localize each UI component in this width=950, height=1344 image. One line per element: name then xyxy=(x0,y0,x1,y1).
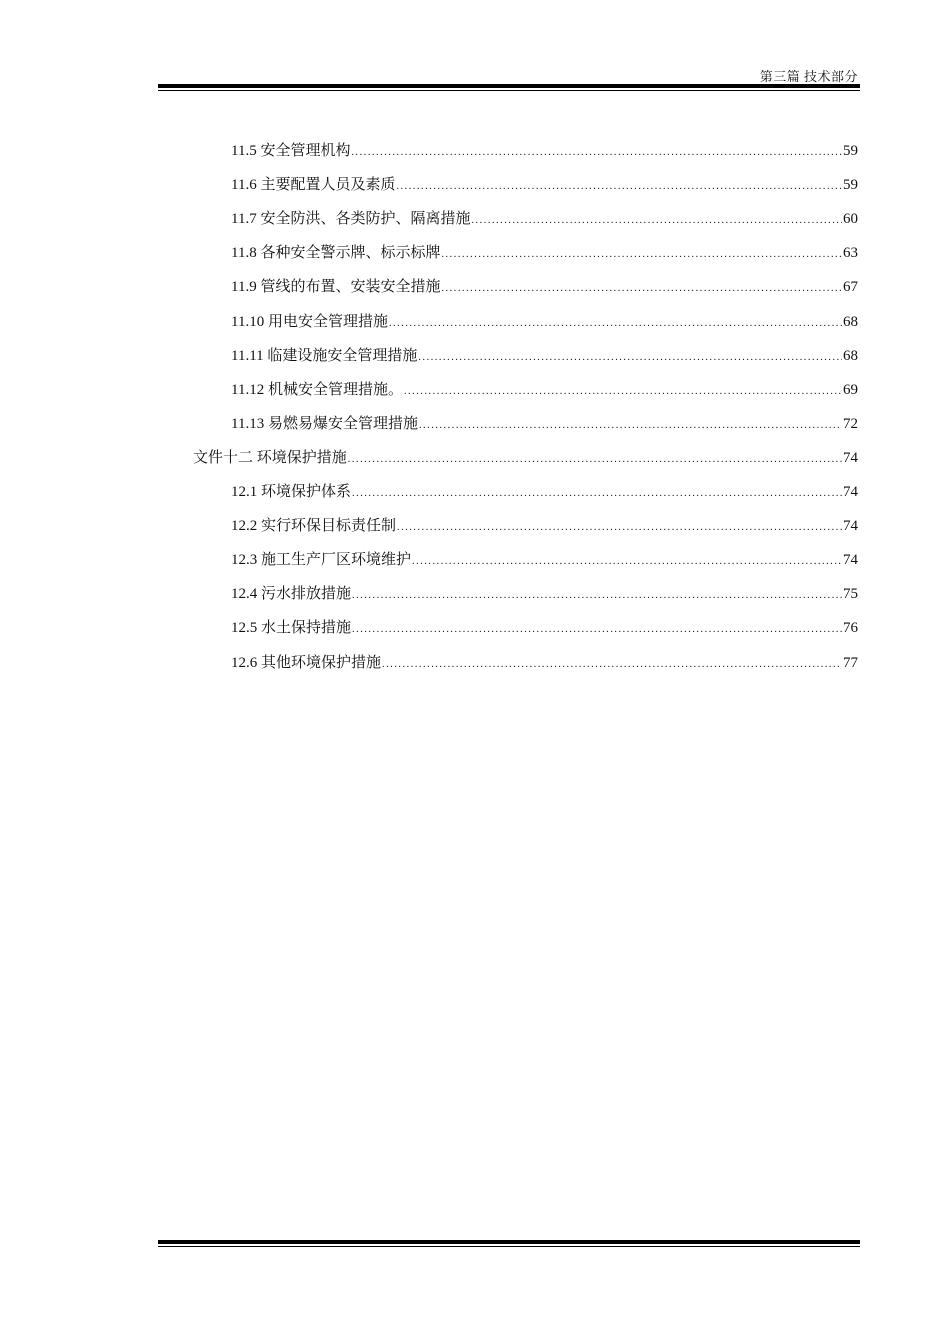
toc-entry-page-number: 72 xyxy=(843,415,858,432)
toc-entry-page-number: 74 xyxy=(843,552,858,569)
toc-entry-label: 11.11 临建设施安全管理措施 xyxy=(231,347,418,364)
toc-dot-leader xyxy=(352,623,842,637)
toc-entry-label: 11.7 安全防洪、各类防护、隔离措施 xyxy=(231,211,471,228)
toc-entry-label: 12.5 水土保持措施 xyxy=(231,620,352,637)
toc-entry[interactable] xyxy=(231,514,858,536)
toc-entry-page-number: 75 xyxy=(843,586,858,603)
footer-rule-thin xyxy=(158,1246,860,1247)
toc-entry-page-number: 68 xyxy=(843,347,858,364)
toc-entry[interactable] xyxy=(231,207,858,229)
toc-dot-leader xyxy=(351,146,842,160)
toc-entry[interactable] xyxy=(231,275,858,297)
toc-dot-leader xyxy=(396,180,842,194)
toc-entry[interactable] xyxy=(231,412,858,434)
toc-entry[interactable] xyxy=(231,378,858,400)
toc-dot-leader xyxy=(419,419,842,433)
toc-entry-label: 11.9 管线的布置、安装安全措施 xyxy=(231,279,441,296)
toc-entry-page-number: 74 xyxy=(843,484,858,500)
toc-dot-leader xyxy=(352,487,842,501)
toc-entry[interactable] xyxy=(231,173,858,195)
toc-entry-page-number: 76 xyxy=(843,620,858,637)
toc-entry-label: 11.6 主要配置人员及素质 xyxy=(231,177,396,194)
toc-entry[interactable] xyxy=(231,241,858,263)
header-rule-thick xyxy=(158,84,860,88)
toc-entry[interactable] xyxy=(231,651,858,673)
toc-entry-label: 11.5 安全管理机构 xyxy=(231,143,351,159)
toc-entry-page-number: 74 xyxy=(843,518,858,535)
toc-entry-page-number: 69 xyxy=(843,381,858,398)
toc-entry[interactable] xyxy=(231,480,858,502)
toc-entry-page-number: 63 xyxy=(843,245,858,262)
toc-dot-leader xyxy=(389,317,842,331)
toc-entry[interactable] xyxy=(231,548,858,570)
toc-dot-leader xyxy=(441,248,842,262)
toc-dot-leader xyxy=(412,555,842,569)
toc-entry[interactable] xyxy=(231,582,858,604)
toc-entry-label: 11.10 用电安全管理措施 xyxy=(231,313,388,330)
toc-entry[interactable] xyxy=(231,310,858,332)
toc-entry-label: 11.13 易燃易爆安全管理措施 xyxy=(231,415,418,432)
toc-entry-page-number: 59 xyxy=(843,177,858,194)
toc-entry-page-number: 77 xyxy=(843,654,858,671)
header-title: 第三篇 技术部分 xyxy=(759,69,858,84)
toc-entry-label: 12.4 污水排放措施 xyxy=(231,586,352,603)
toc-entry-page-number: 67 xyxy=(843,279,858,296)
toc-entry-label: 12.2 实行环保目标责任制 xyxy=(231,518,397,535)
toc-entry-label: 文件十二 环境保护措施 xyxy=(193,449,347,466)
toc-dot-leader xyxy=(404,385,842,399)
toc-entry-label: 11.8 各种安全警示牌、标示标牌 xyxy=(231,245,441,262)
toc-entry[interactable] xyxy=(231,344,858,366)
toc-entry-page-number: 59 xyxy=(843,143,858,159)
toc-dot-leader xyxy=(471,214,842,228)
toc-dot-leader xyxy=(441,282,842,296)
toc-entry-label: 12.3 施工生产厂区环境维护 xyxy=(231,552,412,569)
toc-dot-leader xyxy=(352,589,842,603)
toc-dot-leader xyxy=(348,453,842,467)
toc-entry[interactable] xyxy=(231,139,858,161)
toc-dot-leader xyxy=(382,658,842,672)
toc-entry-page-number: 74 xyxy=(843,449,858,466)
toc-entry-page-number: 60 xyxy=(843,211,858,228)
toc-entry[interactable] xyxy=(193,446,858,468)
toc-entry-label: 11.12 机械安全管理措施。 xyxy=(231,381,403,398)
header-rule-thin xyxy=(158,90,860,91)
toc-entry-label: 12.6 其他环境保护措施 xyxy=(231,654,382,671)
toc-entry-label: 12.1 环境保护体系 xyxy=(231,484,352,500)
toc-entry[interactable] xyxy=(231,616,858,638)
toc-dot-leader xyxy=(397,521,842,535)
toc-dot-leader xyxy=(418,351,842,365)
toc-entry-page-number: 68 xyxy=(843,313,858,330)
footer-rule-thick xyxy=(158,1240,860,1244)
